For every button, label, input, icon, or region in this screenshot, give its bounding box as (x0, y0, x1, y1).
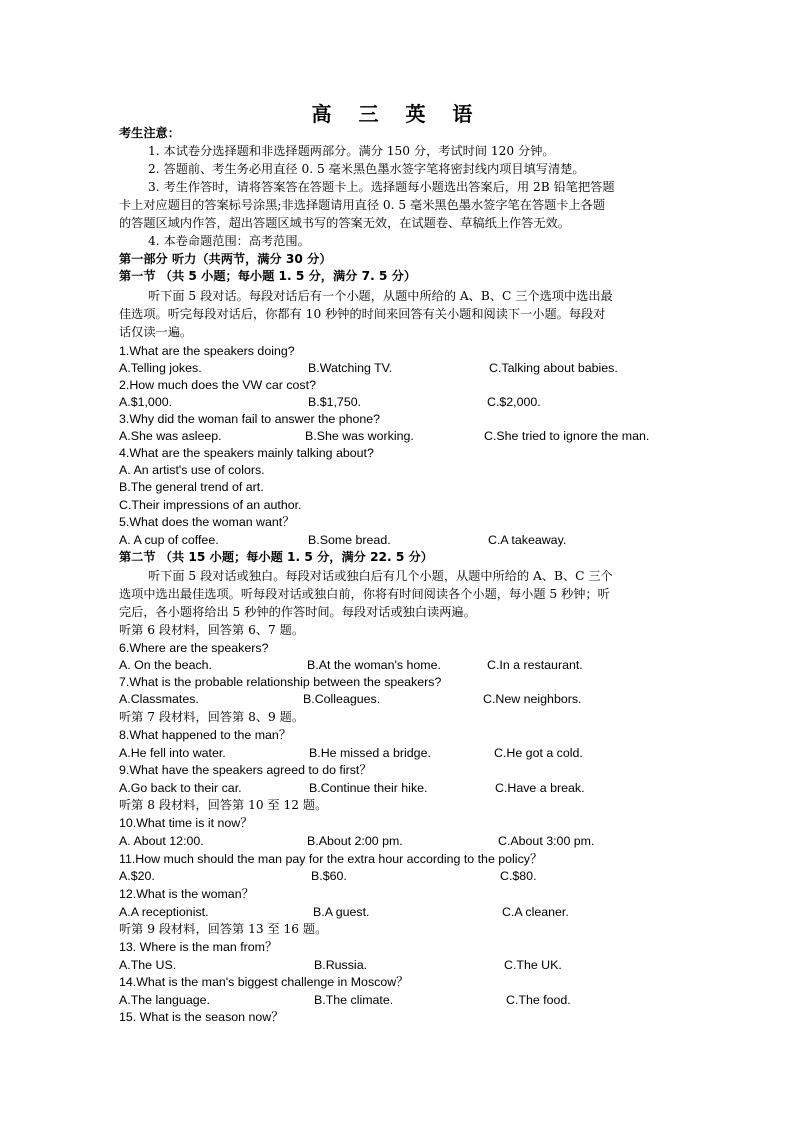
option-c: C.He got a cold. (494, 746, 583, 760)
question-stem: 5.What does the woman want？ (119, 515, 295, 529)
material-note: 听第 6 段材料，回答第 6、7 题。 (119, 623, 305, 637)
notice-item: 2. 答题前、考生务必用直径 0. 5 毫米黑色墨水签字笔将密封线内项目填写清楚。 (148, 162, 585, 176)
notice-heading: 考生注意： (119, 126, 180, 140)
question-stem: 4.What are the speakers mainly talking about? (119, 446, 374, 460)
option-b: B.At the woman's home. (307, 658, 441, 672)
option-b: B.About 2:00 pm. (307, 834, 403, 848)
option-a: A.$1,000. (119, 395, 173, 409)
option-b: B.Watching TV. (308, 361, 393, 375)
option-b: B.Some bread. (308, 533, 391, 547)
question-stem: 1.What are the speakers doing? (119, 344, 295, 358)
question-stem: 13. Where is the man from？ (119, 940, 278, 954)
notice-item: 3. 考生作答时，请将答案答在答题卡上。选择题每小题选出答案后，用 2B 铅笔把答题 (148, 180, 615, 194)
option-b: B.$1,750. (308, 395, 362, 409)
question-stem: 6.Where are the speakers? (119, 641, 269, 655)
material-note: 听第 9 段材料，回答第 13 至 16 题。 (119, 922, 328, 936)
page-title: 高 三 英 语 (311, 102, 483, 126)
section-heading: 第二节 （共 15 小题；每小题 1. 5 分，满分 22. 5 分） (119, 550, 433, 564)
section-instructions: 选项中选出最佳选项。听每段对话或独白前，你将有时间阅读各个小题，每小题 5 秒钟；听 (119, 587, 610, 601)
option-c: C.She tried to ignore the man. (484, 429, 650, 443)
question-stem: 11.How much should the man pay for the extra hour according to the policy？ (119, 852, 543, 866)
option-c: C.$80. (500, 869, 537, 883)
option-a: A.She was asleep. (119, 429, 222, 443)
option-b: B.A guest. (313, 905, 370, 919)
option-b: B.Continue their hike. (309, 781, 428, 795)
option-a: A.A receptionist. (119, 905, 209, 919)
section-instructions: 佳选项。听完每段对话后，你都有 10 秒钟的时间来回答有关小题和阅读下一小题。每段对 (119, 307, 606, 321)
option-a: A.Classmates. (119, 692, 199, 706)
option-c: C.$2,000. (487, 395, 541, 409)
option-c: C.A takeaway. (488, 533, 567, 547)
option-c: C.Talking about babies. (489, 361, 618, 375)
question-stem: 15. What is the season now？ (119, 1010, 284, 1024)
option-a: A. On the beach. (119, 658, 212, 672)
option-c: C.In a restaurant. (487, 658, 583, 672)
option-b: B.$60. (311, 869, 347, 883)
option-c: C.The UK. (504, 958, 562, 972)
option-c: C.The food. (506, 993, 571, 1007)
option-a: A. About 12:00. (119, 834, 204, 848)
option-a: A. An artist's use of colors. (119, 463, 265, 477)
notice-item: 的答题区域内作答，超出答题区域书写的答案无效，在试题卷、草稿纸上作答无效。 (119, 216, 570, 230)
option-a: A.The language. (119, 993, 210, 1007)
part-heading: 第一部分 听力（共两节，满分 30 分） (119, 252, 332, 266)
question-stem: 3.Why did the woman fail to answer the phone? (119, 412, 381, 426)
question-stem: 12.What is the woman？ (119, 887, 254, 901)
section-instructions: 话仅读一遍。 (119, 325, 193, 339)
section-heading: 第一节 （共 5 小题；每小题 1. 5 分，满分 7. 5 分） (119, 269, 417, 283)
option-a: A.He fell into water. (119, 746, 226, 760)
option-a: A.Telling jokes. (119, 361, 202, 375)
question-stem: 7.What is the probable relationship between the speakers? (119, 675, 442, 689)
material-note: 听第 7 段材料，回答第 8、9 题。 (119, 710, 305, 724)
option-c: C.A cleaner. (502, 905, 569, 919)
option-c: C.About 3:00 pm. (498, 834, 595, 848)
section-instructions: 听下面 5 段对话或独白。每段对话或独白后有几个小题，从题中所给的 A、B、C 三个 (148, 569, 613, 583)
section-instructions: 完后，各小题将给出 5 秒钟的作答时间。每段对话或独白读两遍。 (119, 605, 476, 619)
option-a: A. A cup of coffee. (119, 533, 219, 547)
section-instructions: 听下面 5 段对话。每段对话后有一个小题，从题中所给的 A、B、C 三个选项中选出最 (148, 289, 613, 303)
question-stem: 2.How much does the VW car cost? (119, 378, 316, 392)
option-b: B.The general trend of art. (119, 480, 264, 494)
question-stem: 8.What happened to the man？ (119, 728, 292, 742)
option-c: C.Their impressions of an author. (119, 498, 302, 512)
option-b: B.He missed a bridge. (309, 746, 431, 760)
option-a: A.The US. (119, 958, 177, 972)
option-b: B.She was working. (305, 429, 414, 443)
notice-item: 卡上对应题目的答案标号涂黑;非选择题请用直径 0. 5 毫米黑色墨水签字笔在答题卡上各题 (119, 198, 606, 212)
question-stem: 14.What is the man's biggest challenge in Moscow？ (119, 975, 409, 989)
material-note: 听第 8 段材料，回答第 10 至 12 题。 (119, 798, 328, 812)
question-stem: 9.What have the speakers agreed to do first？ (119, 763, 372, 777)
option-b: B.Colleagues. (303, 692, 381, 706)
question-stem: 10.What time is it now？ (119, 816, 253, 830)
option-a: A.$20. (119, 869, 155, 883)
notice-item: 1. 本试卷分选择题和非选择题两部分。满分 150 分，考试时间 120 分钟。 (148, 144, 555, 158)
notice-item: 4. 本卷命题范围：高考范围。 (148, 234, 310, 248)
option-c: C.New neighbors. (483, 692, 582, 706)
option-c: C.Have a break. (495, 781, 585, 795)
option-b: B.The climate. (314, 993, 394, 1007)
option-a: A.Go back to their car. (119, 781, 242, 795)
option-b: B.Russia. (314, 958, 368, 972)
